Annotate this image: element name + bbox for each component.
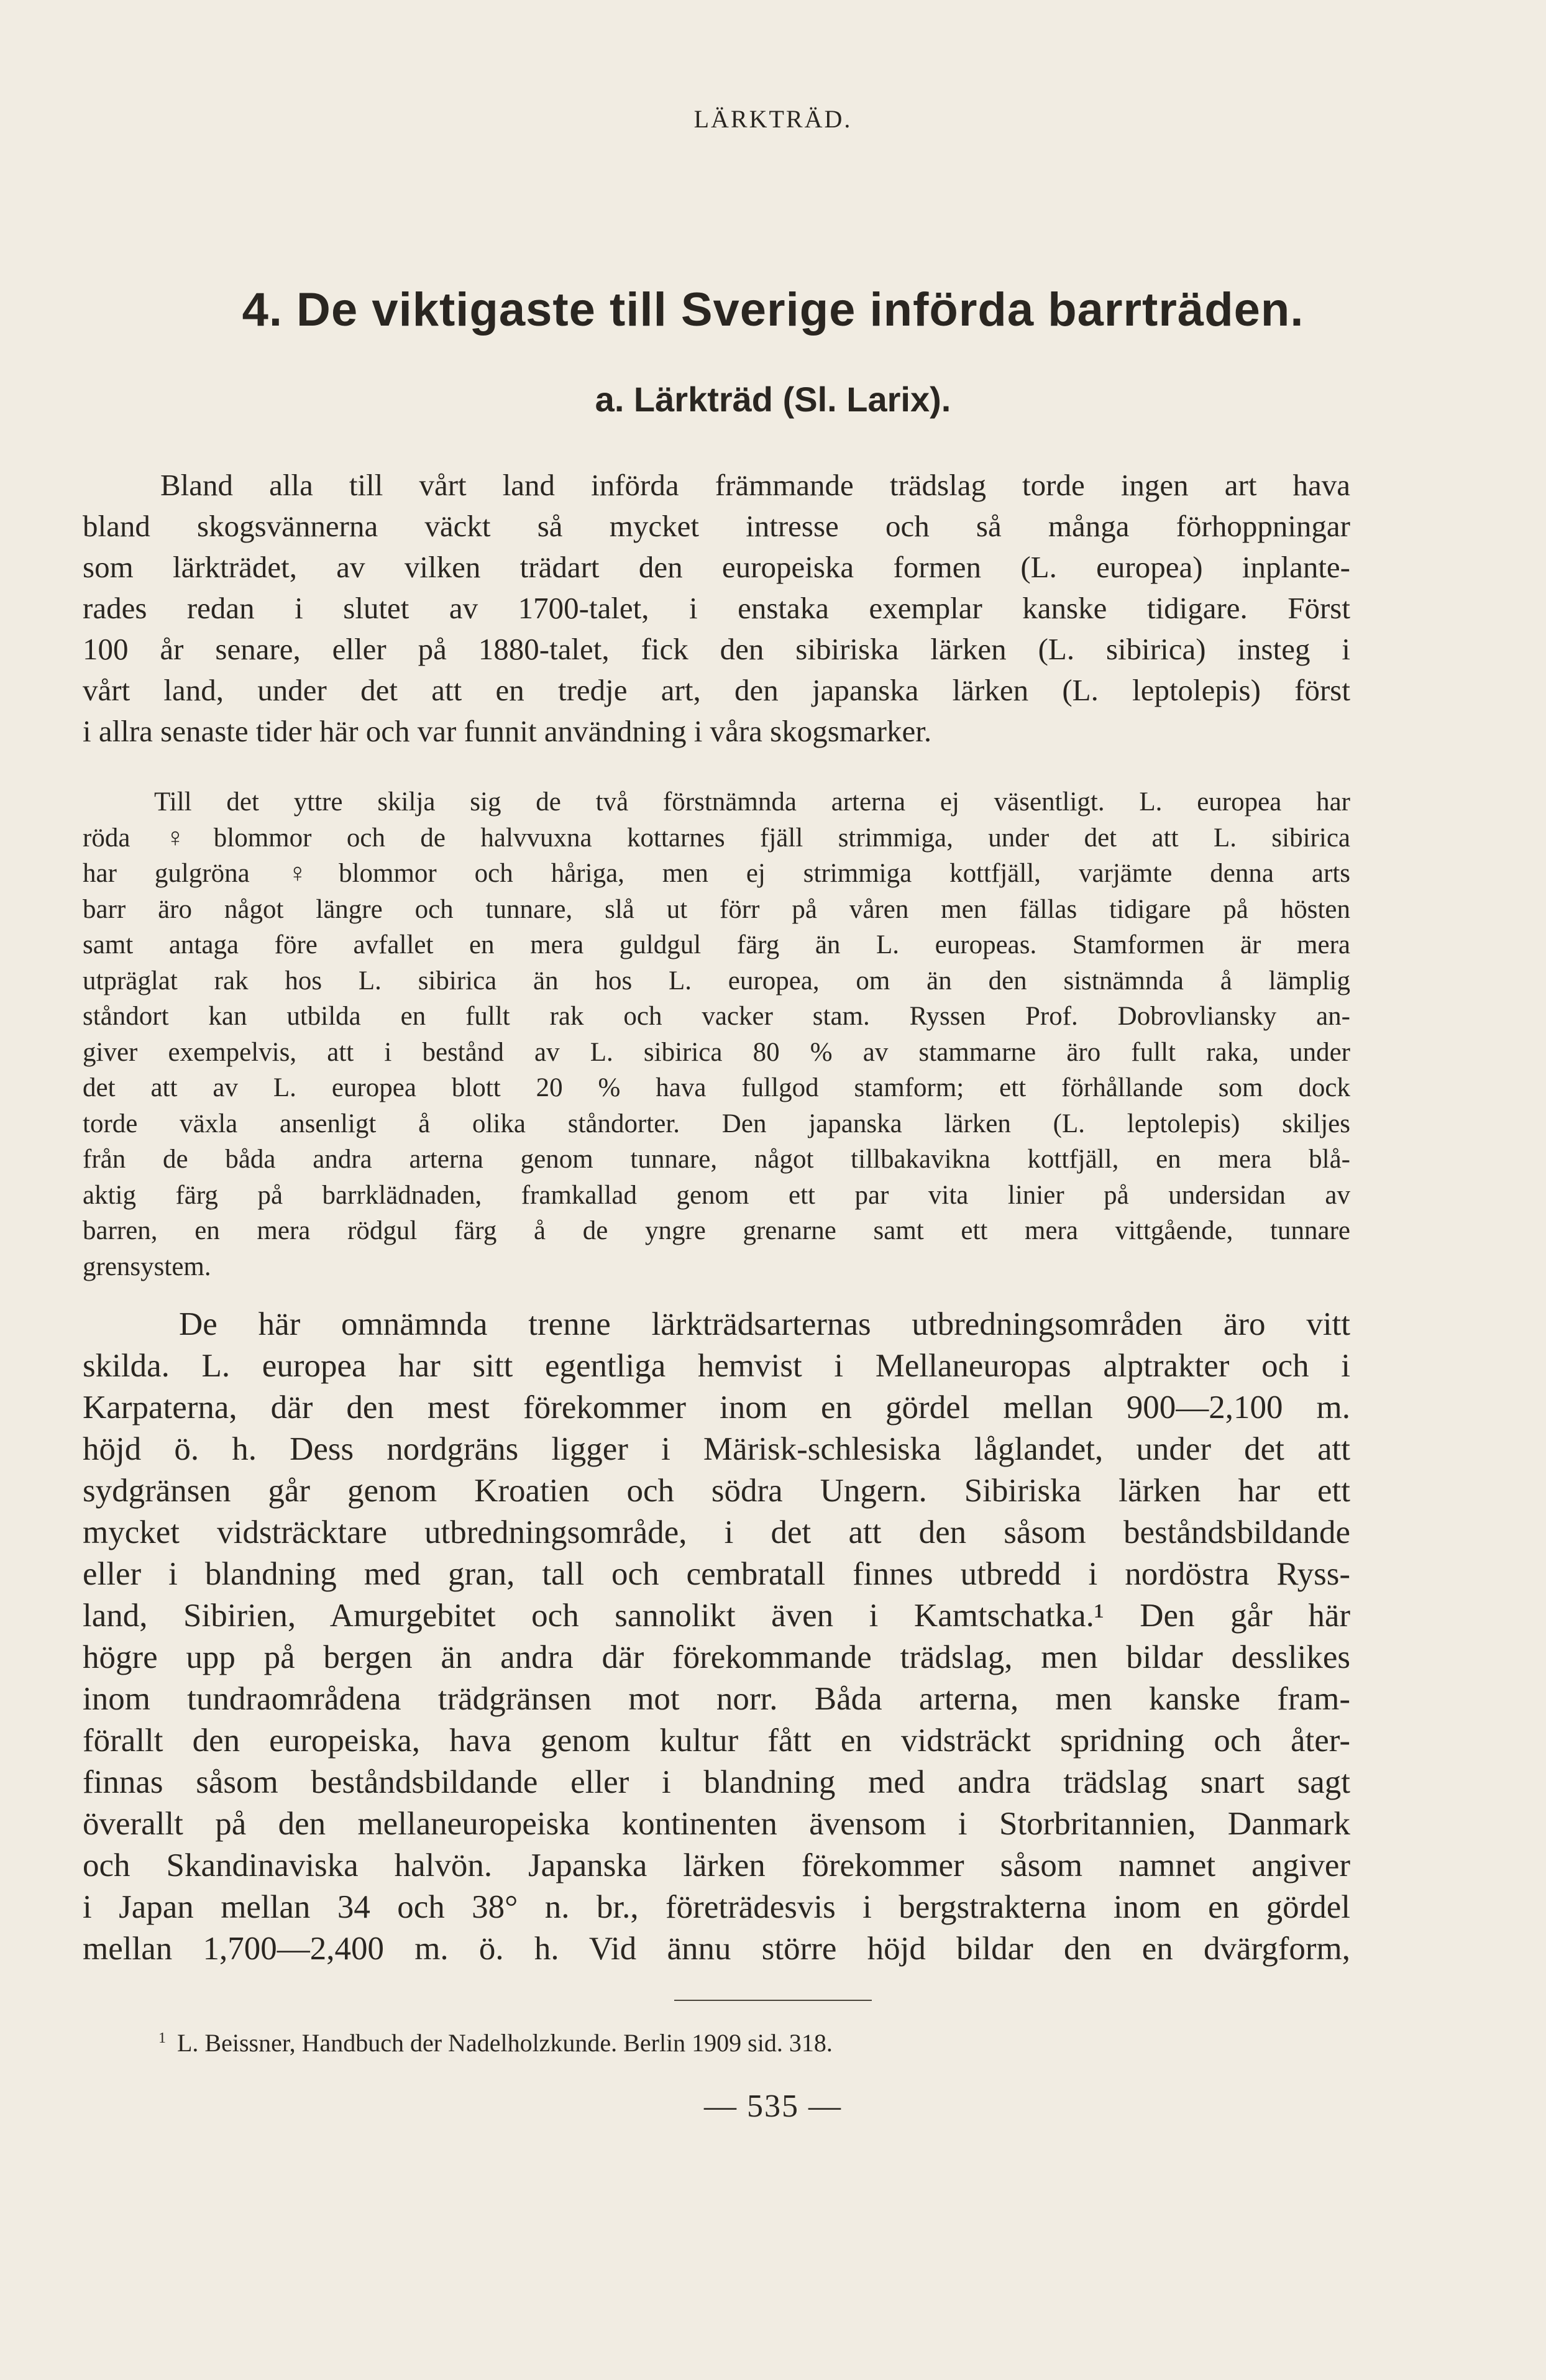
text-line: har gulgröna ♀blommor och håriga, men ej strimmiga kottfjäll, varjämte denna arts	[83, 859, 1350, 888]
text-line: i allra senaste tider här och var funnit användning i våra skogsmarker.	[83, 714, 932, 748]
page-number: — 535 —	[704, 2089, 842, 2124]
text-line: röda ♀blommor och de halvvuxna kottarnes fjäll strimmiga, under det att L. sibirica	[83, 823, 1350, 853]
text-line: finnas såsom beståndsbildande eller i blandning med andra trädslag snart sagt	[83, 1764, 1350, 1800]
paragraph-species-differences	[83, 784, 1350, 1284]
text-line: i Japan mellan 34 och 38° n. br., företrädesvis i bergstrakterna inom en gördel	[83, 1889, 1350, 1925]
text-line: eller i blandning med gran, tall och cembratall finnes utbredd i nordöstra Ryss-	[83, 1556, 1350, 1592]
text-line: höjd ö. h. Dess nordgräns ligger i Märisk-schlesiska låglandet, under det att	[83, 1431, 1350, 1467]
text-line: mellan 1,700—2,400 m. ö. h. Vid ännu större höjd bildar den en dvärgform,	[83, 1931, 1350, 1967]
paragraph-intro	[83, 465, 1350, 752]
text-line: aktig färg på barrklädnaden, framkallad genom ett par vita linier på undersidan av	[83, 1180, 1350, 1210]
text-line: Bland alla till vårt land införda främmande trädslag torde ingen art hava	[160, 468, 1350, 502]
text-line: Karpaterna, där den mest förekommer inom en gördel mellan 900—2,100 m.	[83, 1389, 1350, 1426]
text-line: Till det yttre skilja sig de två förstnämnda arterna ej väsentligt. L. europea har	[154, 787, 1350, 817]
text-line: grensystem.	[83, 1252, 211, 1281]
text-line: bland skogsvännerna väckt så mycket intresse och så många förhoppningar	[83, 509, 1350, 543]
paragraph-distribution	[83, 1304, 1350, 1970]
footnote	[158, 2028, 833, 2057]
section-title: a. Lärkträd (Sl. Larix).	[595, 380, 951, 419]
text-line: vårt land, under det att en tredje art, den japanska lärken (L. leptolepis) först	[83, 673, 1350, 707]
text-line: sydgränsen går genom Kroatien och södra Ungern. Sibiriska lärken har ett	[83, 1473, 1350, 1509]
footnote-text: L. Beissner, Handbuch der Nadelholzkunde. Berlin 1909 sid. 318.	[177, 2029, 833, 2057]
text-line: 100 år senare, eller på 1880-talet, fick den sibiriska lärken (L. sibirica) insteg i	[83, 632, 1350, 666]
running-head: LÄRKTRÄD.	[693, 105, 853, 133]
text-line: inom tundraområdena trädgränsen mot norr. Båda arterna, men kanske fram-	[83, 1681, 1350, 1717]
text-line: rades redan i slutet av 1700-talet, i enstaka exemplar kanske tidigare. Först	[83, 591, 1350, 625]
text-line: torde växla ansenligt å olika ståndorter. Den japanska lärken (L. leptolepis) skiljes	[83, 1109, 1350, 1138]
text-line: det att av L. europea blott 20 % hava fullgod stamform; ett förhållande som dock	[83, 1073, 1350, 1102]
text-line: barr äro något längre och tunnare, slå ut förr på våren men fällas tidigare på hösten	[83, 894, 1350, 924]
text-line: ståndort kan utbilda en fullt rak och vacker stam. Ryssen Prof. Dobrovliansky an-	[83, 1002, 1350, 1031]
text-line: De här omnämnda trenne lärkträdsarternas utbredningsområden äro vitt	[179, 1306, 1350, 1342]
footnote-marker: 1	[158, 2030, 166, 2046]
text-line: samt antaga före avfallet en mera guldgul färg än L. europeas. Stamformen är mera	[83, 930, 1350, 959]
chapter-title: 4. De viktigaste till Sverige införda barrträden.	[242, 283, 1304, 336]
text-line: giver exempelvis, att i bestånd av L. sibirica 80 % av stammarne äro fullt raka, under	[83, 1037, 1350, 1067]
text-line: skilda. L. europea har sitt egentliga hemvist i Mellaneuropas alptrakter och i	[83, 1348, 1350, 1384]
text-line: från de båda andra arterna genom tunnare, något tillbakavikna kottfjäll, en mera blå-	[83, 1145, 1350, 1174]
text-line: mycket vidsträcktare utbredningsområde, i det att den såsom beståndsbildande	[83, 1514, 1350, 1550]
text-line: barren, en mera rödgul färg å de yngre grenarne samt ett mera vittgående, tunnare	[83, 1216, 1350, 1245]
text-line: överallt på den mellaneuropeiska kontinenten ävensom i Storbritannien, Danmark	[83, 1806, 1350, 1842]
text-line: som lärkträdet, av vilken trädart den europeiska formen (L. europea) inplante-	[83, 550, 1350, 584]
text-line: högre upp på bergen än andra där förekommande trädslag, men bildar desslikes	[83, 1639, 1350, 1675]
footnote-rule	[674, 2000, 872, 2001]
text-line: land, Sibirien, Amurgebitet och sannolikt även i Kamtschatka.¹ Den går här	[83, 1598, 1350, 1634]
text-line: förallt den europeiska, hava genom kultur fått en vidsträckt spridning och åter-	[83, 1723, 1350, 1759]
text-line: och Skandinaviska halvön. Japanska lärken förekommer såsom namnet angiver	[83, 1847, 1350, 1883]
text-line: utpräglat rak hos L. sibirica än hos L. europea, om än den sistnämnda å lämplig	[83, 966, 1350, 995]
